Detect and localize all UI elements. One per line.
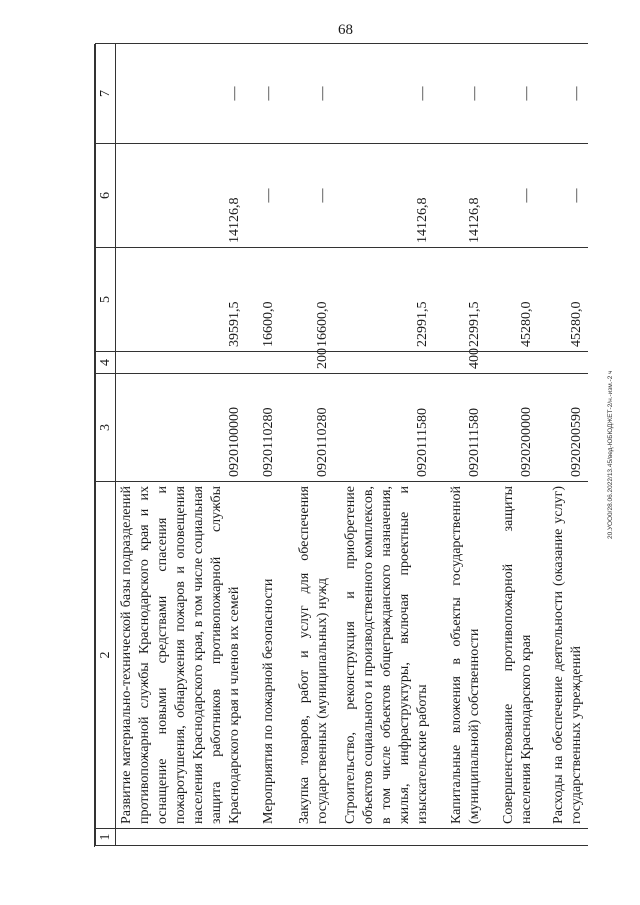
- rotated-table-container: [95, 44, 595, 846]
- row-name: Капитальные вложения в объекты государственной (муниципальной) собственности: [434, 482, 486, 829]
- row-index-cell: [280, 829, 334, 846]
- header-col-7: 7: [96, 44, 116, 144]
- header-col-2: 2: [96, 482, 116, 829]
- header-col-1: 1: [96, 829, 116, 846]
- row-type: [116, 352, 247, 374]
- row-name: Мероприятия по пожарной безопасности: [246, 482, 280, 829]
- row-type: [246, 352, 280, 374]
- row-value-6: —: [538, 144, 588, 248]
- row-value-7: —: [486, 44, 538, 144]
- row-type: [486, 352, 538, 374]
- row-value-6: 14126,8: [116, 144, 247, 248]
- row-value-7: —: [434, 44, 486, 144]
- row-value-6: —: [246, 144, 280, 248]
- row-value-7: —: [116, 44, 247, 144]
- row-index-cell: [486, 829, 538, 846]
- table-header-row: [96, 44, 116, 846]
- row-code: 0920111580: [434, 374, 486, 482]
- row-type: [538, 352, 588, 374]
- table-row: [280, 44, 334, 846]
- row-type: 400: [434, 352, 486, 374]
- row-index-cell: [434, 829, 486, 846]
- header-col-4: 4: [96, 352, 116, 374]
- row-type: [334, 352, 434, 374]
- row-value-5: 22991,5: [434, 248, 486, 352]
- row-code: 0920111580: [334, 374, 434, 482]
- row-type: 200: [280, 352, 334, 374]
- row-value-6: —: [280, 144, 334, 248]
- header-col-3: 3: [96, 374, 116, 482]
- row-value-5: 22991,5: [334, 248, 434, 352]
- row-value-5: 16600,0: [280, 248, 334, 352]
- row-name: Развитие материально-технической базы подразделений противопожарной службы Краснодарского края и их оснащение новыми средствами спасения и пожаротушения, обнаружения пожаров и оповещения населения Краснодарского края, в том числе социальная защита работников противопожарной службы Краснодарского края и членов их семей: [116, 482, 247, 829]
- header-col-5: 5: [96, 248, 116, 352]
- row-value-6: —: [486, 144, 538, 248]
- row-name: Строительство, реконструкция и приобретение объектов социального и производственного комплексов, в том числе объектов общегражданского назначения, жилья, инфраструктуры, включая проектные и изыскательские работы: [334, 482, 434, 829]
- table-row: [116, 44, 247, 846]
- row-name: Совершенствование противопожарной защиты населения Краснодарского края: [486, 482, 538, 829]
- row-value-7: —: [538, 44, 588, 144]
- table-row: [334, 44, 434, 846]
- row-code: 0920100000: [116, 374, 247, 482]
- row-value-5: 16600,0: [246, 248, 280, 352]
- table-row: [246, 44, 280, 846]
- row-name: Расходы на обеспечение деятельности (оказание услуг) государственных учреждений: [538, 482, 588, 829]
- row-value-5: 39591,5: [116, 248, 247, 352]
- budget-table: [95, 43, 588, 846]
- header-col-6: 6: [96, 144, 116, 248]
- row-value-6: 14126,8: [334, 144, 434, 248]
- document-footer-code: 20.УОО0/28.06.2022/13.45/вед-ЮБЮДЖЕТ-2/н.-изм.-2 ч: [607, 370, 614, 540]
- row-value-7: —: [280, 44, 334, 144]
- row-value-7: —: [334, 44, 434, 144]
- row-index-cell: [538, 829, 588, 846]
- table-row: [486, 44, 538, 846]
- row-index-cell: [116, 829, 247, 846]
- row-value-6: 14126,8: [434, 144, 486, 248]
- row-index-cell: [334, 829, 434, 846]
- row-value-5: 45280,0: [538, 248, 588, 352]
- row-value-7: —: [246, 44, 280, 144]
- table-row: [434, 44, 486, 846]
- row-name: Закупка товаров, работ и услуг для обеспечения государственных (муниципальных) нужд: [280, 482, 334, 829]
- row-code: 0920200590: [538, 374, 588, 482]
- row-code: 0920110280: [280, 374, 334, 482]
- row-index-cell: [246, 829, 280, 846]
- table-row: [538, 44, 588, 846]
- row-value-5: 45280,0: [486, 248, 538, 352]
- page-number: 68: [338, 22, 353, 38]
- row-code: 0920110280: [246, 374, 280, 482]
- row-code: 0920200000: [486, 374, 538, 482]
